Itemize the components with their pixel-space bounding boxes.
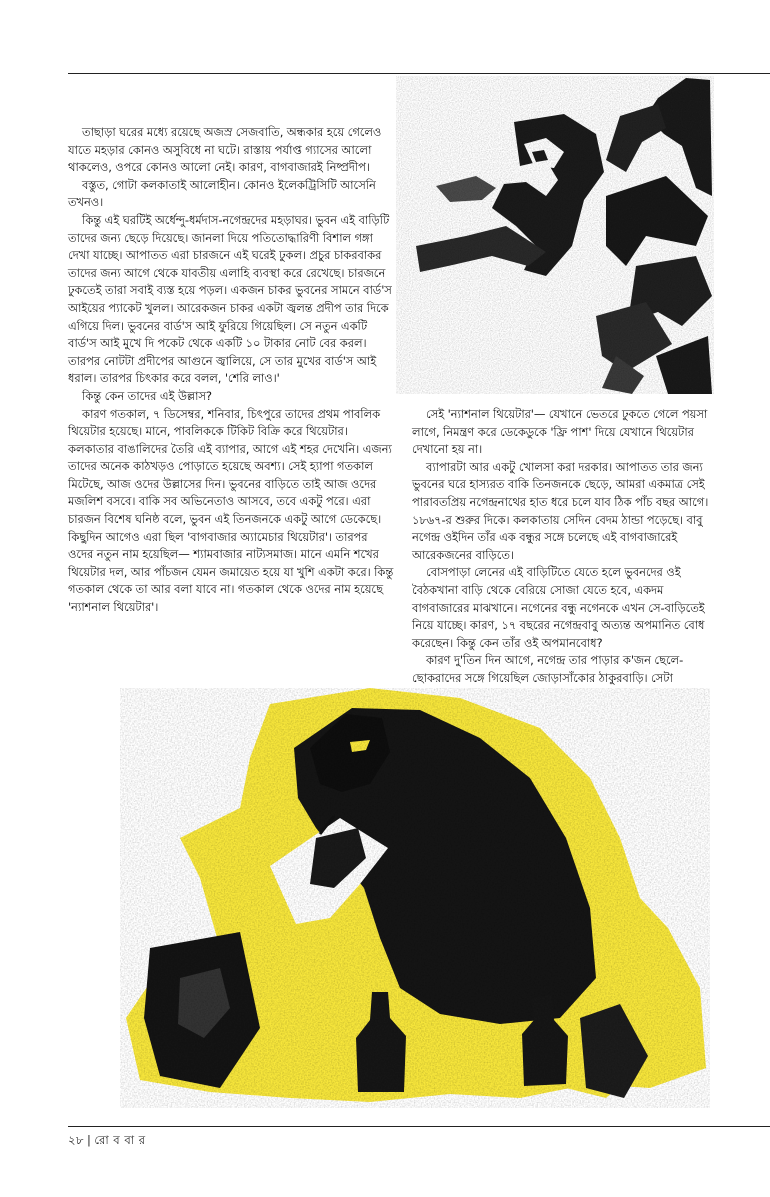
magazine-name: রো ব বা র — [94, 1133, 146, 1147]
abstract-black-ink-collage-icon — [396, 76, 714, 394]
top-rule — [68, 73, 770, 74]
abstract-ink-collage-illustration — [396, 76, 714, 394]
left-text-column — [68, 124, 394, 617]
paragraph: কারণ দু'তিন দিন আগে, নগেন্দ্র তার পাড়ার ক'জন ছেলে-ছোকরাদের সঙ্গে গিয়েছিল জোড়াসাঁকোর ঠাকুরবাড়ি। সেটা — [412, 653, 684, 685]
paragraph: ব্যাপারটা আর একটু খোলসা করা দরকার। আপাতত তার জন্য ভুবনের ঘরে হাস্যরত বাকি তিনজনকে ছেড়ে, আমরা একমাত্র সেই পারাবতপ্রিয় নগেন্দ্রনাথের হাত ধরে চলে যাব ঠিক পাঁচ বছর আগে। ১৮৬৭-র শুরুর দিকে। কলকাতায় সেদিন বেদম ঠান্ডা পড়েছে। বাবু নগেন্দ্র ওইদিন তাঁর এক বন্ধুর সঙ্গে চলেছে এই বাগবাজারেই আরেকজনের বাড়িতে। — [412, 459, 709, 562]
bottom-rule — [68, 1126, 770, 1127]
paragraph: সেই 'ন্যাশনাল থিয়েটার'— যেখানে ভেতরে ঢুকতে গেলে পয়সা লাগে, নিমন্ত্রণ করে ডেকেডুকে 'ফ্রি পাশ' দিয়ে যেখানে থিয়েটার দেখানো হয় না। — [412, 407, 708, 457]
paragraph: তাছাড়া ঘরের মধ্যে রয়েছে অজস্র সেজবাতি, অন্ধকার হয়ে গেলেও যাতে মহড়ার কোনও অসুবিধে না ঘটে। রাস্তায় পর্যাপ্ত গ্যাসের আলো থাকলেও, ওপরে কোনও আলো নেই। কারণ, বাগবাজারই নিষ্প্রদীপ। — [68, 125, 382, 175]
folio-separator: | — [86, 1133, 92, 1147]
seated-figure-collage-illustration — [120, 688, 710, 1108]
page-number: ২৮ — [68, 1133, 84, 1147]
right-text-column — [412, 406, 718, 688]
page-folio — [68, 1132, 146, 1151]
paragraph: কিন্তু কেন তাদের এই উল্লাস? — [82, 388, 212, 403]
paragraph: কারণ গতকাল, ৭ ডিসেম্বর, শনিবার, চিৎপুরে তাদের প্রথম পাবলিক থিয়েটার হয়েছে। মানে, পাবলিককে টিকিট বিক্রি করে থিয়েটার। কলকাতার বাঙালিদের তৈরি এই ব্যাপার, আগে এই শহর দেখেনি। এজন্য তাদের অনেক কাঠখড়ও পোড়াতে হয়েছে অবশ্য। সেই হ্যাপা গতকাল মিটেছে, আজ ওদের উল্লাসের দিন। ভুবনের বাড়িতে তাই আজ ওদের মজলিশ বসবে। বাকি সব অভিনেতাও আসবে, তবে একটু পরে। এরা চারজন বিশেষ ঘনিষ্ঠ বলে, ভুবন এই তিনজনকে একটু আগে ডেকেছে। কিছুদিন আগেও এরা ছিল 'বাগবাজার অ্যামেচার থিয়েটার'। তারপর ওদের নতুন নাম হয়েছিল— শ্যামবাজার নাট্যসমাজ। মানে এমনি শখের থিয়েটার দল, আর পাঁচজন যেমন জমায়েত হয়ে যা খুশি একটা করে। কিন্তু গতকাল থেকে তা আর বলা যাবে না। গতকাল থেকে ওদের নাম হয়েছে 'ন্যাশনাল থিয়েটার'। — [68, 406, 394, 615]
paragraph: বোসপাড়া লেনের এই বাড়িটিতে যেতে হলে ভুবনদের ওই বৈঠকখানা বাড়ি থেকে বেরিয়ে সোজা যেতে হবে, একদম বাগবাজারের মাঝখানে। নগেনের বন্ধু নগেনকে এখন সে-বাড়িতেই নিয়ে যাচ্ছে। কারণ, ১৭ বছরের নগেন্দ্রবাবু অত্যন্ত অপমানিত বোধ করেছেন। কিন্তু কেন তাঁর ওই অপমানবোধ? — [412, 565, 705, 650]
paragraph: কিন্তু এই ঘরটিই অর্ধেন্দু-ধর্মদাস-নগেন্দ্রদের মহড়াঘর। ভুবন এই বাড়িটি তাদের জন্য ছেড়ে দিয়েছে। জানলা দিয়ে পতিতোদ্ধারিণী বিশাল গঙ্গা দেখা যাচ্ছে। আপাতত এরা চারজনে এই ঘরেই ঢুকল। প্রচুর চাকরবাকর তাদের জন্য আগে থেকে যাবতীয় এলাহি ব্যবস্থা করে রেখেছে। চারজনে ঢুকতেই তারা সবাই ব্যস্ত হয়ে পড়ল। একজন চাকর ভুবনের সামনে বার্ড'স আইয়ের প্যাকেট খুলল। আরেকজন চাকর একটা জ্বলন্ত প্রদীপ তার দিকে এগিয়ে দিল। ভুবনের বার্ড'স আই ফুরিয়ে গিয়েছিল। সে নতুন একটি বার্ড'স আই মুখে দি পকেট থেকে একটি ১০ টাকার নোট বের করল। তারপর নোটটা প্রদীপের আগুনে জ্বালিয়ে, সে তার মুখের বার্ড'স আই ধরাল। তারপর চিৎকার করে বলল, 'শেরি লাও।' — [68, 212, 392, 386]
seated-figure-ink-collage-icon — [120, 688, 710, 1108]
paragraph: বস্তুত, গোটা কলকাতাই আলোহীন। কোনও ইলেকট্রিসিটি আসেনি তখনও। — [68, 177, 376, 210]
